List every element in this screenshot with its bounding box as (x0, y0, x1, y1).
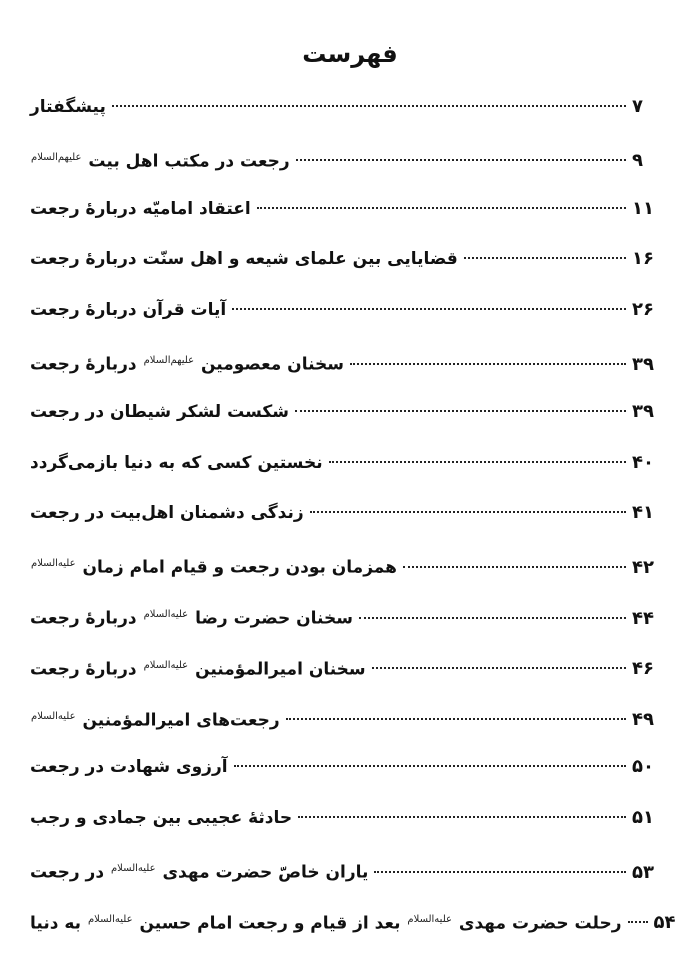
entry-title (30, 854, 368, 888)
entry-title (30, 92, 106, 122)
page-number: ۵۴ (653, 912, 676, 934)
entry-title (30, 803, 292, 833)
entry-title (30, 752, 228, 782)
dot-leader (372, 667, 626, 669)
dot-leader (295, 410, 626, 412)
toc-entry[interactable] (30, 92, 662, 143)
entry-title (30, 346, 344, 380)
entry-title (30, 295, 226, 325)
entry-title-text: دربارهٔ رجعت (30, 354, 137, 375)
dot-leader (234, 765, 626, 767)
entry-title-text: قضایایی بین علمای شیعه و اهل سنّت دربارهٔ رجعت (30, 249, 458, 270)
entry-title (30, 549, 397, 583)
entry-title-text: پیشگفتار (30, 97, 106, 117)
entry-title-text: رحلت حضرت مهدی (458, 913, 622, 934)
entry-title-text: آرزوی شهادت در رجعت (30, 757, 228, 778)
honorific-ligature: علیه‌السلام (143, 659, 189, 671)
page-number: ۱۱ (632, 197, 654, 219)
dot-leader (359, 617, 626, 619)
honorific-ligature: علیه‌السلام (407, 913, 452, 925)
entry-title (30, 244, 458, 274)
entry-title-text: حادثهٔ عجیبی بین جمادی و رجب (30, 808, 293, 829)
toc-entry[interactable] (30, 295, 662, 346)
dot-leader (374, 871, 626, 873)
entry-title-text: دربارهٔ رجعت (30, 608, 137, 629)
toc-entry[interactable] (30, 549, 662, 600)
page-number: ۱۶ (632, 248, 654, 270)
dot-leader (257, 207, 626, 209)
page-number: ۷ (632, 96, 643, 117)
dot-leader (464, 257, 626, 259)
entry-title-text: در رجعت (30, 862, 105, 883)
entry-title (30, 651, 366, 685)
honorific-ligature: علیهم‌السلام (143, 354, 195, 366)
entry-title (30, 397, 289, 427)
honorific-ligature: علیه‌السلام (31, 710, 76, 722)
table-of-contents (30, 92, 676, 956)
toc-entry[interactable] (30, 905, 676, 956)
page-number: ۳۹ (632, 353, 654, 375)
page-title: فهرست (302, 40, 398, 68)
entry-title-text: شکست لشکر شیطان در رجعت (30, 401, 289, 422)
entry-title-text: سخنان معصومین (200, 354, 344, 375)
page-number: ۴۰ (632, 451, 654, 473)
page-number: ۴۱ (632, 502, 654, 524)
dot-leader (298, 816, 626, 818)
honorific-ligature: علیه‌السلام (143, 608, 189, 620)
entry-title-text: رجعت در مکتب اهل بیت (88, 151, 290, 172)
toc-entry[interactable] (30, 397, 662, 448)
page-number: ۳۹ (632, 400, 654, 422)
page-number: ۵۳ (632, 861, 654, 883)
entry-title-text: بعد از قیام و رجعت امام حسین (139, 913, 401, 934)
honorific-ligature: علیه‌السلام (110, 862, 156, 874)
dot-leader (286, 718, 626, 720)
dot-leader (232, 308, 626, 310)
entry-title-text: به دنیا (30, 913, 82, 934)
toc-entry[interactable] (30, 651, 662, 702)
page-number: ۴۶ (632, 658, 654, 680)
toc-entry[interactable] (30, 854, 662, 905)
toc-entry[interactable] (30, 244, 662, 295)
toc-entry[interactable] (30, 600, 662, 651)
entry-title (30, 600, 353, 634)
page-number: ۴۲ (632, 556, 654, 578)
entry-title-text: آیات قرآن دربارهٔ رجعت (30, 300, 227, 321)
entry-title-text: سخنان امیرالمؤمنین (195, 659, 366, 680)
entry-title (30, 498, 304, 528)
dot-leader (403, 566, 626, 568)
entry-title (30, 194, 251, 224)
entry-title (30, 448, 323, 478)
entry-title-text: زندگی دشمنان اهل‌بیت در رجعت (30, 503, 304, 524)
toc-entry[interactable] (30, 702, 662, 753)
page-number: ۴۴ (632, 607, 654, 629)
entry-title-text: همزمان بودن رجعت و قیام امام زمان (82, 557, 397, 578)
toc-entry[interactable] (30, 448, 662, 499)
toc-entry[interactable] (30, 803, 662, 854)
entry-title (30, 702, 280, 736)
entry-title-text: نخستین کسی که به دنیا بازمی‌گردد (30, 452, 323, 473)
toc-entry[interactable] (30, 346, 662, 397)
honorific-ligature: علیهم‌السلام (31, 151, 82, 163)
honorific-ligature: علیه‌السلام (87, 913, 133, 925)
dot-leader (296, 159, 626, 161)
page-number: ۲۶ (632, 299, 654, 321)
dot-leader (310, 511, 626, 513)
entry-title-text: دربارهٔ رجعت (30, 659, 137, 680)
toc-entry[interactable] (30, 752, 662, 803)
page-number: ۵۱ (632, 807, 654, 829)
dot-leader (628, 921, 648, 923)
entry-title (30, 905, 622, 939)
honorific-ligature: علیه‌السلام (31, 558, 76, 570)
dot-leader (329, 461, 626, 463)
entry-title-text: یاران خاصّ حضرت مهدی (162, 862, 369, 883)
toc-entry[interactable] (30, 498, 662, 549)
entry-title-text: رجعت‌های امیرالمؤمنین (82, 710, 280, 731)
dot-leader (350, 363, 626, 365)
dot-leader (112, 105, 626, 107)
toc-entry[interactable] (30, 143, 662, 194)
page-number: ۵۰ (632, 756, 654, 778)
page-number: ۴۹ (632, 709, 654, 731)
entry-title-text: سخنان حضرت رضا (195, 608, 353, 629)
entry-title-text: اعتقاد امامیّه دربارهٔ رجعت (30, 198, 251, 219)
entry-title (30, 143, 290, 177)
page-number: ۹ (632, 150, 643, 172)
toc-entry[interactable] (30, 194, 662, 245)
